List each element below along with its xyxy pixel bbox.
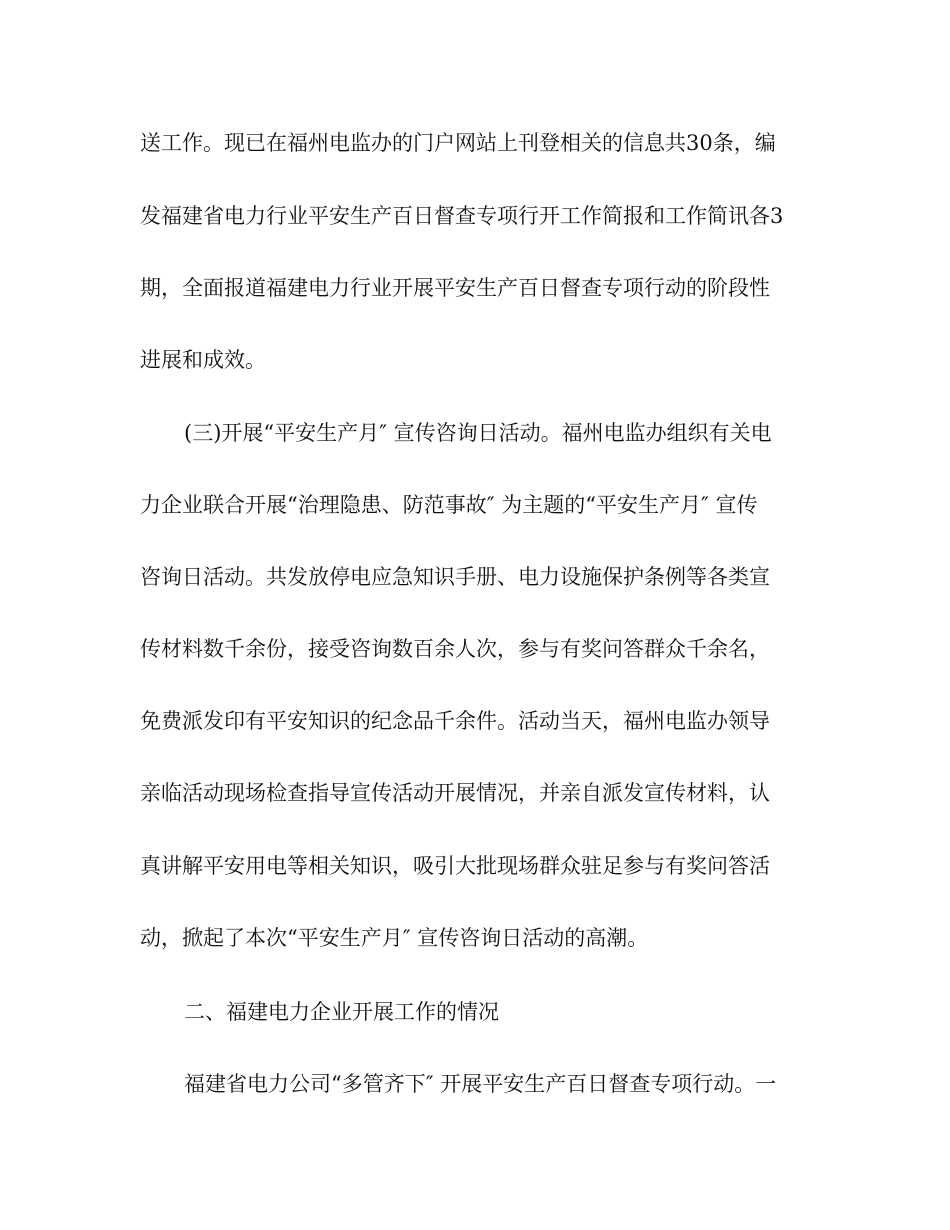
text-line: 动，掀起了本次“平安生产月″ 宣传咨询日活动的高潮。 <box>140 926 649 950</box>
text-line: 真讲解平安用电等相关知识，吸引大批现场群众驻足参与有奖问答活 <box>140 854 770 878</box>
text-line: 发福建省电力行业平安生产百日督查专项行开工作简报和工作简讯各3 <box>140 204 784 228</box>
text-line: 亲临活动现场检查指导宣传活动开展情况，并亲自派发宣传材料，认 <box>140 781 770 805</box>
paragraph-start-line: (三)开展“平安生产月″ 宣传咨询日活动。福州电监办组织有关电 <box>184 421 772 445</box>
text-line: 免费派发印有平安知识的纪念品千余件。活动当天，福州电监办领导 <box>140 709 770 733</box>
section-heading: 二、福建电力企业开展工作的情况 <box>184 1000 499 1024</box>
text-line: 送工作。现已在福州电监办的门户网站上刊登相关的信息共30条，编 <box>140 131 776 155</box>
text-line: 进展和成效。 <box>140 348 266 372</box>
paragraph-start-line: 福建省电力公司“多管齐下″ 开展平安生产百日督查专项行动。一 <box>184 1072 777 1096</box>
text-line: 咨询日活动。共发放停电应急知识手册、电力设施保护条例等各类宣 <box>140 565 770 589</box>
text-line: 力企业联合开展“治理隐患、防范事故″ 为主题的“平安生产月″ 宣传 <box>140 493 758 517</box>
text-line: 期，全面报道福建电力行业开展平安生产百日督查专项行动的阶段性 <box>140 276 770 300</box>
text-line: 传材料数千余份，接受咨询数百余人次，参与有奖问答群众千余名， <box>140 637 770 661</box>
